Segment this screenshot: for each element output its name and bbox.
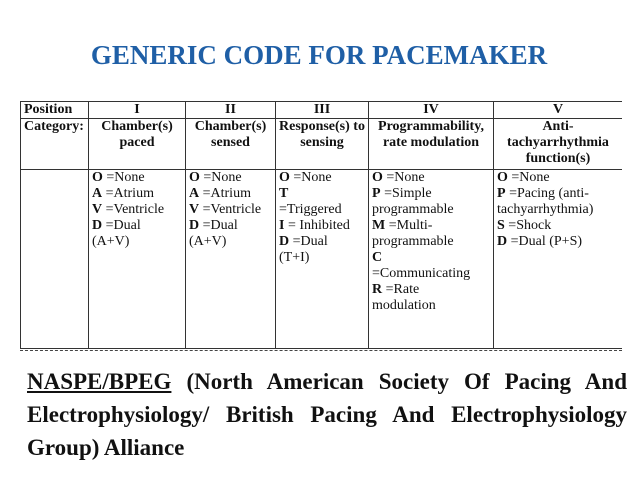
code-meaning: =Ventricle [199, 202, 262, 217]
code-meaning: =None [102, 170, 145, 185]
codes-cell [89, 170, 186, 349]
code-meaning: =Atrium [102, 186, 154, 201]
code-meaning: =Rate [382, 282, 420, 297]
category-label: Category: [21, 119, 89, 170]
category-chambers-sensed: Chamber(s) sensed [186, 119, 276, 170]
code-meaning: = Inhibited [284, 218, 350, 233]
code-meaning: =Dual [199, 218, 238, 233]
code-letter: O [189, 170, 200, 185]
code-letter: M [372, 218, 386, 233]
code-line [497, 170, 619, 186]
code-meaning: tachyarrhythmia) [497, 202, 594, 217]
footer-org: NASPE/BPEG [27, 369, 172, 394]
code-meaning: =Pacing (anti- [505, 186, 589, 201]
code-meaning: =Dual [102, 218, 141, 233]
position-iv: IV [369, 102, 494, 119]
code-letter: T [279, 186, 289, 201]
code-meaning: programmable [372, 202, 454, 217]
category-programmability: Programmability, rate modulation [369, 119, 494, 170]
code-line [92, 234, 182, 250]
code-line [189, 186, 272, 202]
code-line [372, 170, 490, 186]
code-line [279, 234, 365, 250]
position-v: V [494, 102, 623, 119]
code-letter: P [372, 186, 381, 201]
pacemaker-code-table [20, 101, 622, 349]
code-letter: S [497, 218, 505, 233]
codes-cell [494, 170, 623, 349]
code-line [372, 250, 490, 266]
code-meaning: (A+V) [189, 234, 227, 249]
code-letter: O [92, 170, 103, 185]
codes-cell [276, 170, 369, 349]
code-letter: A [189, 186, 200, 201]
pacemaker-code-table-container [20, 101, 622, 350]
codes-cell [369, 170, 494, 349]
code-meaning: =Multi- [385, 218, 433, 233]
codes-empty-cell [21, 170, 89, 349]
code-meaning: =Dual [289, 234, 328, 249]
code-line [92, 170, 182, 186]
category-antitachy: Anti-tachyarrhythmia function(s) [494, 119, 623, 170]
code-line [497, 218, 619, 234]
code-line [189, 170, 272, 186]
code-line [279, 218, 365, 234]
code-letter: D [189, 218, 200, 233]
position-iii: III [276, 102, 369, 119]
code-letter: A [92, 186, 103, 201]
code-letter: O [279, 170, 290, 185]
code-line [92, 202, 182, 218]
slide-title: GENERIC CODE FOR PACEMAKER [90, 40, 548, 70]
code-line [372, 218, 490, 234]
category-row [21, 119, 623, 170]
position-i: I [89, 102, 186, 119]
code-letter: I [279, 218, 285, 233]
code-letter: V [189, 202, 200, 217]
code-meaning: =Simple [380, 186, 432, 201]
code-meaning: =Communicating [372, 266, 471, 281]
code-letter: D [279, 234, 290, 249]
code-letter: V [92, 202, 103, 217]
code-line [372, 282, 490, 298]
code-line [92, 218, 182, 234]
code-meaning: =Atrium [199, 186, 251, 201]
codes-row [21, 170, 623, 349]
code-line [497, 186, 619, 202]
code-letter: D [497, 234, 508, 249]
code-line [189, 202, 272, 218]
footer-description: (North American Society Of Pacing And Electrophysiology/ British Pacing And Electrophysiology Group) Alliance [27, 369, 627, 460]
code-letter: O [497, 170, 508, 185]
position-label: Position [21, 102, 89, 119]
code-meaning: programmable [372, 234, 454, 249]
code-letter: P [497, 186, 506, 201]
code-letter: C [372, 250, 383, 265]
codes-cell [186, 170, 276, 349]
category-chambers-paced: Chamber(s) paced [89, 119, 186, 170]
footer-text [27, 365, 627, 464]
code-line [372, 186, 490, 202]
code-letter: O [372, 170, 383, 185]
code-meaning: (A+V) [92, 234, 130, 249]
code-line [92, 186, 182, 202]
code-meaning: =Shock [504, 218, 552, 233]
category-response: Response(s) to sensing [276, 119, 369, 170]
code-meaning: =None [382, 170, 425, 185]
code-line [189, 234, 272, 250]
code-letter: D [92, 218, 103, 233]
code-line [372, 234, 490, 250]
code-line [372, 202, 490, 218]
code-meaning: =Dual (P+S) [507, 234, 583, 249]
code-line [279, 250, 365, 266]
code-line [372, 298, 490, 314]
code-meaning: (T+I) [279, 250, 310, 265]
code-letter: R [372, 282, 383, 297]
code-meaning: =Ventricle [102, 202, 165, 217]
code-meaning: =None [289, 170, 332, 185]
code-line [372, 266, 490, 282]
code-meaning: =None [507, 170, 550, 185]
position-row [21, 102, 623, 119]
code-line [189, 218, 272, 234]
code-meaning: modulation [372, 298, 436, 313]
code-line [279, 202, 365, 218]
code-line [279, 170, 365, 186]
position-ii: II [186, 102, 276, 119]
code-meaning: =Triggered [279, 202, 342, 217]
divider-line [20, 350, 622, 351]
code-line [497, 234, 619, 250]
code-line [497, 202, 619, 218]
code-meaning: =None [199, 170, 242, 185]
code-line [279, 186, 365, 202]
